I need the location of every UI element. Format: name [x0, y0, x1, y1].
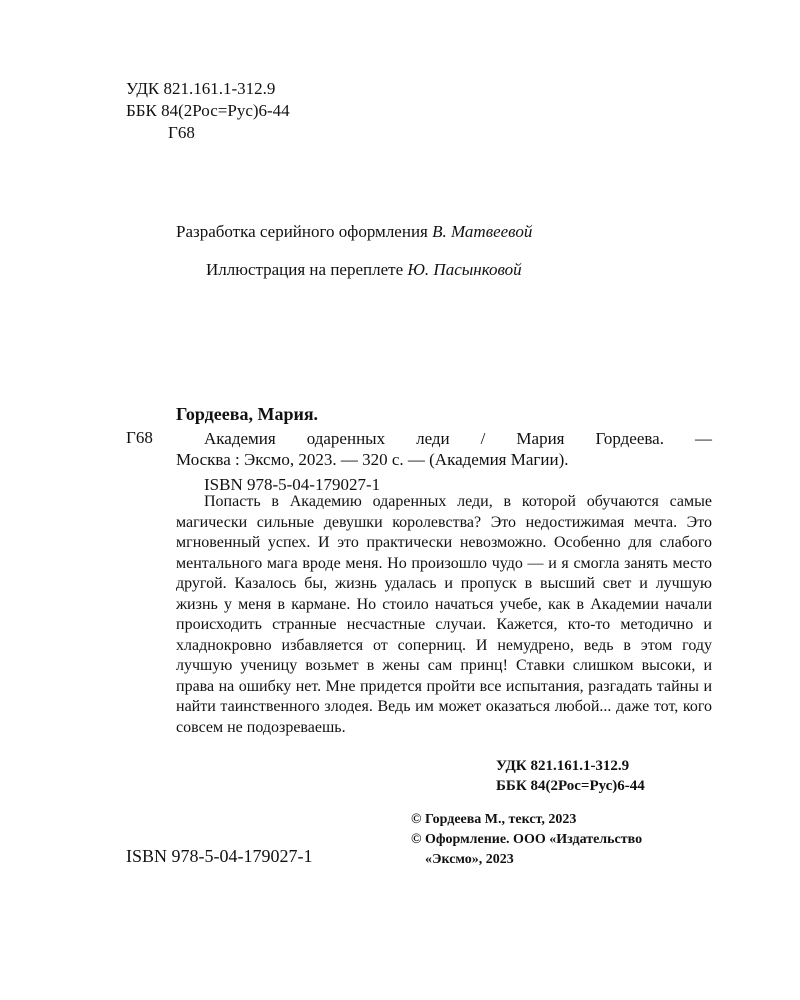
footer-isbn: ISBN 978-5-04-179027-1: [126, 846, 313, 866]
annotation-text: Попасть в Академию одаренных леди, в которой обучаются самые магически сильные девушки королевства? Это недостижимая мечта. Это мгновенный успех. И это практически невозможно. Особенно для слабого ментального мага вроде меня. Но произошло чудо — и я смогла занять место другой. Казалось бы, жизнь удалась и пропуск в высший свет и лучшую жизнь у меня в кармане. Но стоило начаться учебе, как в Академии начали происходить странные несчастные случаи. Кажется, кто-то методично и хладнокровно избавляется от соперниц. И немудрено, ведь в этом году лучшую ученицу возьмет в жены сам принц! Ставки слишком высоки, и права на ошибку нет. Мне придется пройти все испытания, разгадать тайны и найти таинственного злодея. Ведь им может оказаться любой... даже тот, кого совсем не подозреваешь.: [176, 493, 712, 736]
copyright-block: [411, 810, 741, 870]
bbk-code: ББК 84(2Рос=Рус)6-44: [126, 101, 290, 120]
design-credit: [176, 222, 532, 242]
illustrator-name: Ю. Пасынковой: [407, 260, 522, 279]
annotation: [176, 492, 712, 738]
record-udk: УДК 821.161.1-312.9: [496, 758, 630, 774]
record-bbk: ББК 84(2Рос=Рус)6-44: [496, 778, 645, 794]
udk-code: УДК 821.161.1-312.9: [126, 79, 276, 98]
record-title-line: Академия одаренных леди / Мария Гордеева. —: [204, 429, 712, 448]
record-isbn: ISBN 978-5-04-179027-1: [204, 475, 381, 494]
record-codes: [496, 756, 645, 796]
record-author: Гордеева, Мария.: [176, 404, 319, 424]
author-sign: Г68: [168, 123, 195, 142]
copyright-text: © Гордеева М., текст, 2023: [411, 812, 577, 827]
classification-codes: [126, 78, 290, 144]
design-credit-label: Разработка серийного оформления: [176, 222, 433, 241]
copyright-publisher: «Эксмо», 2023: [425, 852, 514, 867]
designer-name: В. Матвеевой: [432, 222, 533, 241]
illustration-credit-label: Иллюстрация на переплете: [206, 260, 408, 279]
copyright-design: © Оформление. ООО «Издательство: [411, 832, 643, 847]
record-author-sign: Г68: [126, 428, 153, 447]
illustration-credit: [206, 260, 522, 280]
bibliographic-record: [176, 428, 712, 495]
record-imprint-line: Москва : Эксмо, 2023. — 320 с. — (Академия Магии).: [176, 450, 569, 469]
